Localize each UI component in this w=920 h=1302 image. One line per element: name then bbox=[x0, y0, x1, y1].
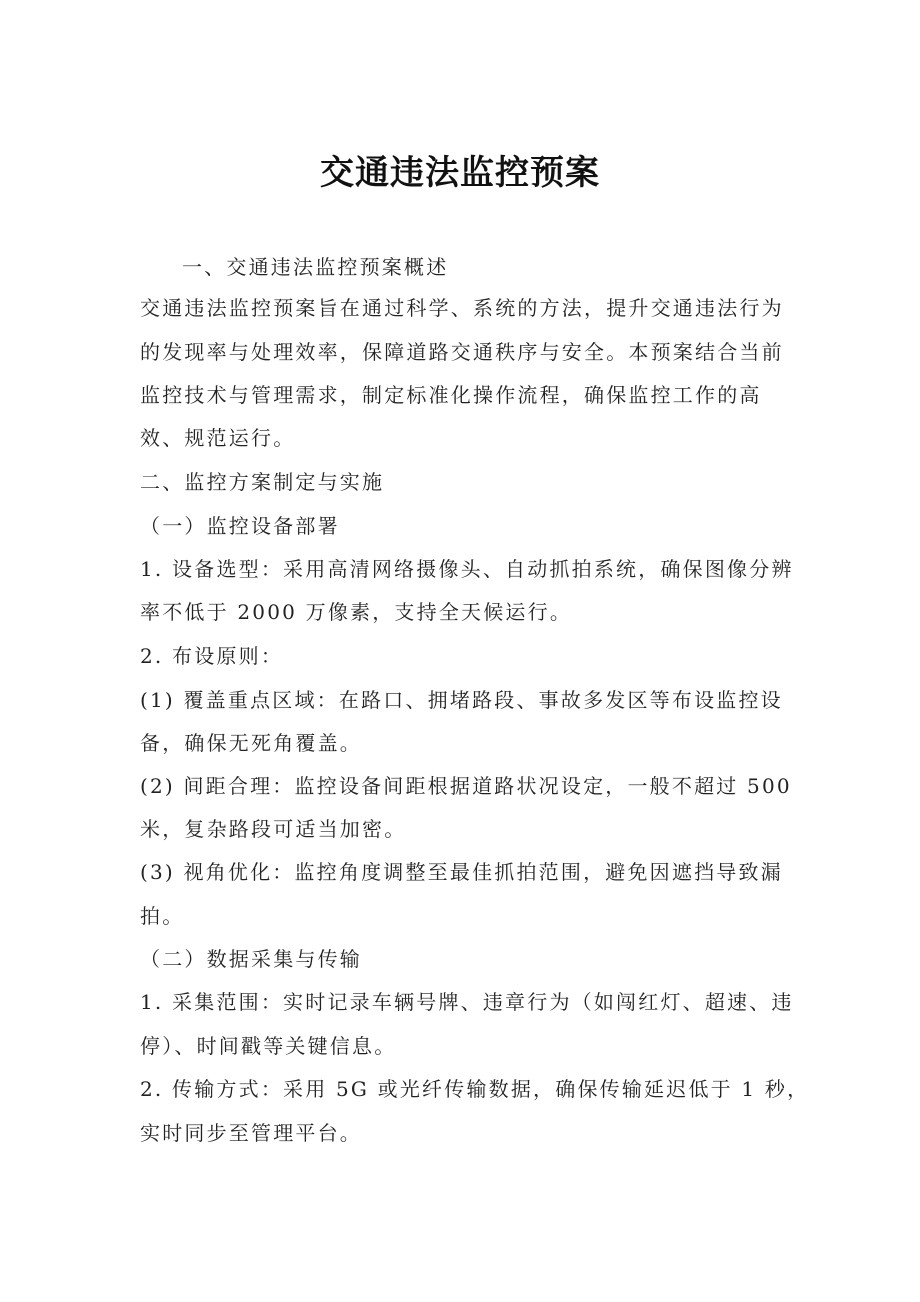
section-heading-1: 一、交通违法监控预案概述 bbox=[182, 255, 449, 279]
list-item: 2. 传输方式：采用 5G 或光纤传输数据，确保传输延迟低于 1 秒， bbox=[140, 1077, 810, 1101]
list-item-continuation: 停）、时间戳等关键信息。 bbox=[140, 1034, 397, 1058]
sub-list-item: (1) 覆盖重点区域：在路口、拥堵路段、事故多发区等布设监控设 bbox=[140, 688, 783, 712]
document-title: 交通违法监控预案 bbox=[320, 153, 600, 193]
paragraph-line: 监控技术与管理需求，制定标准化操作流程，确保监控工作的高 bbox=[140, 383, 762, 407]
section-heading-2: 二、监控方案制定与实施 bbox=[140, 470, 385, 494]
list-item-continuation: 率不低于 2000 万像素，支持全天候运行。 bbox=[140, 600, 573, 624]
sub-list-item: (3) 视角优化：监控角度调整至最佳抓拍范围，避免因遮挡导致漏 bbox=[140, 860, 783, 884]
list-item: 1. 采集范围：实时记录车辆号牌、违章行为（如闯红灯、超速、违 bbox=[140, 990, 794, 1014]
paragraph-line: 的发现率与处理效率，保障道路交通秩序与安全。本预案结合当前 bbox=[140, 340, 784, 364]
subsection-heading-1: （一）监控设备部署 bbox=[140, 514, 340, 538]
paragraph-line: 效、规范运行。 bbox=[140, 426, 296, 450]
sub-list-item-continuation: 米，复杂路段可适当加密。 bbox=[140, 817, 407, 841]
sub-list-item: (2) 间距合理：监控设备间距根据道路状况设定，一般不超过 500 bbox=[140, 774, 792, 798]
subsection-heading-2: （二）数据采集与传输 bbox=[140, 947, 362, 971]
list-item: 1. 设备选型：采用高清网络摄像头、自动抓拍系统，确保图像分辨 bbox=[140, 557, 794, 581]
paragraph-line: 交通违法监控预案旨在通过科学、系统的方法，提升交通违法行为 bbox=[140, 296, 784, 320]
list-item: 2. 布设原则： bbox=[140, 644, 284, 668]
sub-list-item-continuation: 拍。 bbox=[140, 904, 185, 928]
list-item-continuation: 实时同步至管理平台。 bbox=[140, 1121, 362, 1145]
sub-list-item-continuation: 备，确保无死角覆盖。 bbox=[140, 731, 362, 755]
